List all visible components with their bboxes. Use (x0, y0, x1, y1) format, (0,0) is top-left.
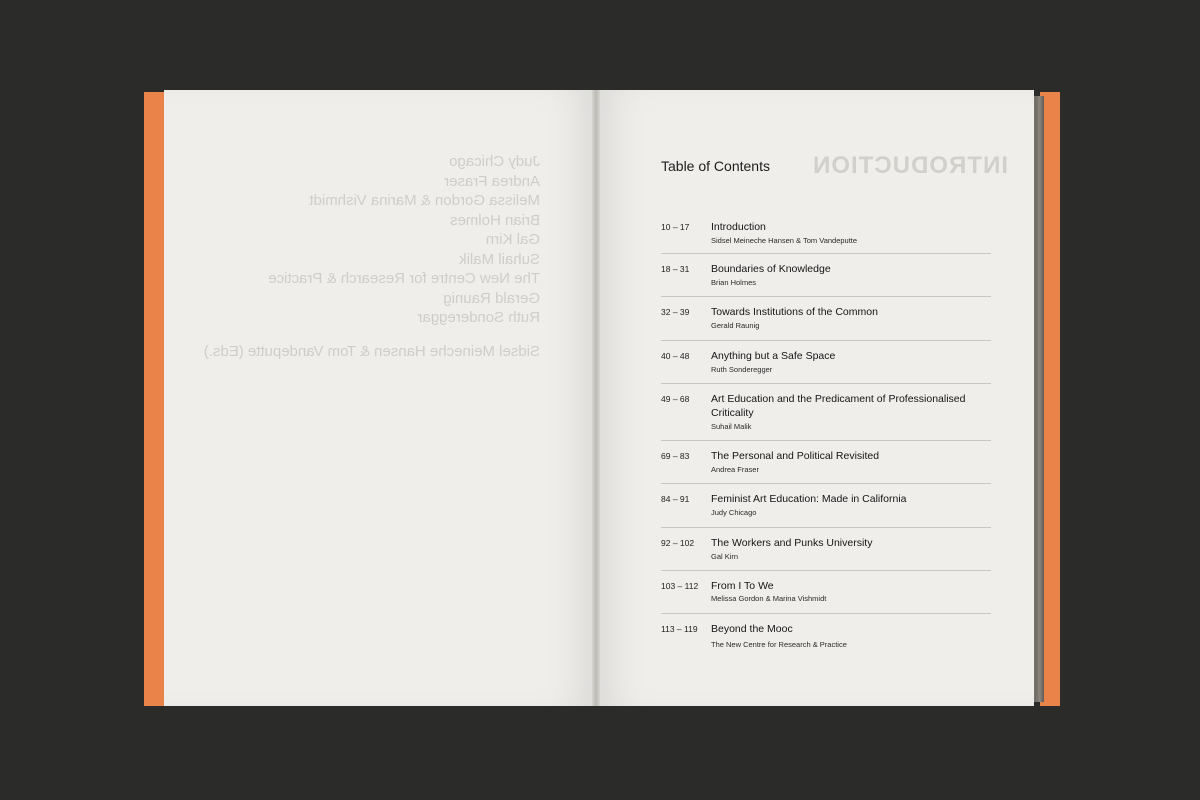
showthrough-name: Brian Holmes (449, 211, 540, 229)
toc-divider (661, 340, 991, 341)
toc-author: Ruth Sonderegger (711, 365, 773, 374)
toc-author: Andrea Fraser (711, 465, 759, 474)
toc-pages: 40 – 48 (661, 351, 690, 361)
toc-chapter-title: Beyond the Mooc (711, 623, 793, 635)
toc-pages: 49 – 68 (661, 394, 690, 404)
showthrough-name: Gerald Raunig (443, 289, 540, 307)
showthrough-name: Judy Chicago (449, 153, 540, 170)
toc-chapter-title: The Personal and Political Revisited (711, 450, 880, 462)
toc-divider (661, 383, 991, 384)
toc-chapter-title: Anything but a Safe Space (711, 350, 836, 362)
toc-chapter-title: The Workers and Punks University (711, 537, 873, 549)
showthrough-name: Andrea Fraser (444, 172, 540, 190)
toc-divider (661, 613, 991, 614)
toc-divider (661, 440, 991, 441)
toc-pages: 69 – 83 (661, 451, 690, 461)
toc-chapter-title: Boundaries of Knowledge (711, 263, 831, 275)
toc-author: Suhail Malik (711, 422, 752, 431)
toc-pages: 103 – 112 (661, 581, 699, 591)
toc-pages: 113 – 119 (661, 624, 698, 634)
showthrough-name: Ruth Sondereggar (417, 309, 540, 326)
toc-author: Gerald Raunig (711, 321, 760, 330)
left-page-showthrough-text (203, 152, 540, 361)
toc-divider (661, 253, 991, 254)
toc-pages: 10 – 17 (661, 222, 690, 232)
toc-chapter-title: Feminist Art Education: Made in California (711, 493, 907, 505)
toc-title: Table of Contents (661, 158, 770, 174)
toc-chapter-title: From I To We (711, 580, 774, 592)
toc-author: Judy Chicago (711, 508, 757, 517)
toc-author: Gal Kirn (711, 552, 739, 561)
toc-divider (661, 570, 991, 571)
toc-pages: 84 – 91 (661, 494, 690, 504)
showthrough-name: Suhail Malik (459, 250, 540, 268)
showthrough-name: Gal Kirn (485, 231, 540, 248)
right-page-showthrough-heading: INTRODUCTION (812, 152, 1008, 179)
toc-author: The New Centre for Research & Practice (711, 640, 847, 649)
toc-chapter-title: Towards Institutions of the Common (711, 306, 878, 318)
toc-pages: 32 – 39 (661, 307, 690, 317)
toc-pages: 92 – 102 (661, 538, 695, 548)
toc-author: Melissa Gordon & Marina Vishmidt (711, 594, 827, 603)
showthrough-name: Melissa Gordon & Marina Vishmidt (309, 192, 540, 209)
showthrough-editors: Sidsel Meineche Hansen & Tom Vandeputte (Eds.) (203, 342, 540, 360)
toc-author: Brian Holmes (711, 278, 757, 287)
toc-chapter-title: Introduction (711, 221, 766, 233)
showthrough-name: The New Centre for Research & Practice (268, 270, 540, 287)
toc-pages: 18 – 31 (661, 264, 690, 274)
toc-author: Sidsel Meineche Hansen & Tom Vandeputte (711, 236, 858, 245)
toc-divider (661, 296, 991, 297)
toc-chapter-title: Art Education and the Predicament of Professionalised Criticality (711, 393, 966, 419)
toc-divider (661, 483, 991, 484)
toc-divider (661, 527, 991, 528)
book-gutter (592, 90, 600, 706)
